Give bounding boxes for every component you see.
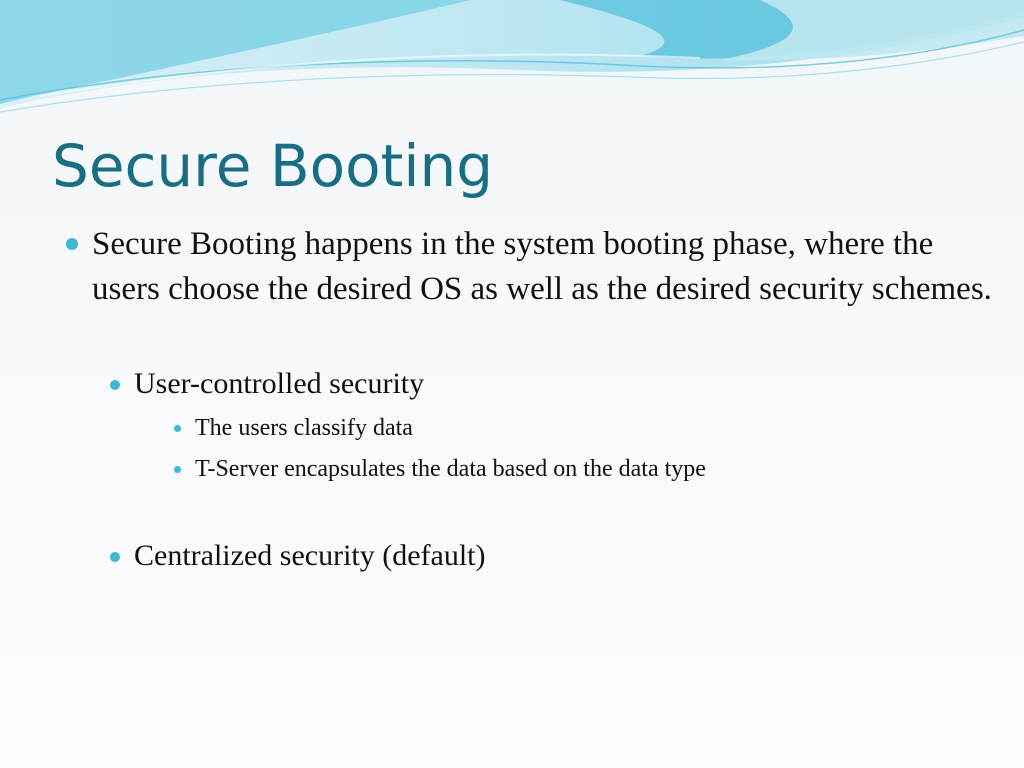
header-wave-decoration xyxy=(0,0,1024,130)
bullet-text: Secure Booting happens in the system booting phase, where the users choose the desired OS as well as the desired security schemes. xyxy=(92,226,992,307)
sub-sub-bullet-item xyxy=(195,412,413,444)
sub-bullet-text: User-controlled security xyxy=(134,367,425,400)
bullet-dot-icon xyxy=(110,552,120,562)
sub-sub-bullet-text: T-Server encapsulates the data based on the data type xyxy=(195,456,706,482)
sub-bullet-text: Centralized security (default) xyxy=(134,539,486,572)
slide-title: Secure Booting xyxy=(52,132,494,200)
sub-sub-bullet-text: The users classify data xyxy=(195,415,413,441)
bullet-item xyxy=(92,222,992,311)
sub-bullet-item xyxy=(134,364,424,404)
bullet-dot-icon xyxy=(174,466,181,473)
bullet-dot-icon xyxy=(66,238,78,250)
sub-bullet-item xyxy=(134,536,486,576)
sub-sub-bullet-item xyxy=(195,453,706,485)
bullet-dot-icon xyxy=(174,425,181,432)
bullet-dot-icon xyxy=(110,380,120,390)
